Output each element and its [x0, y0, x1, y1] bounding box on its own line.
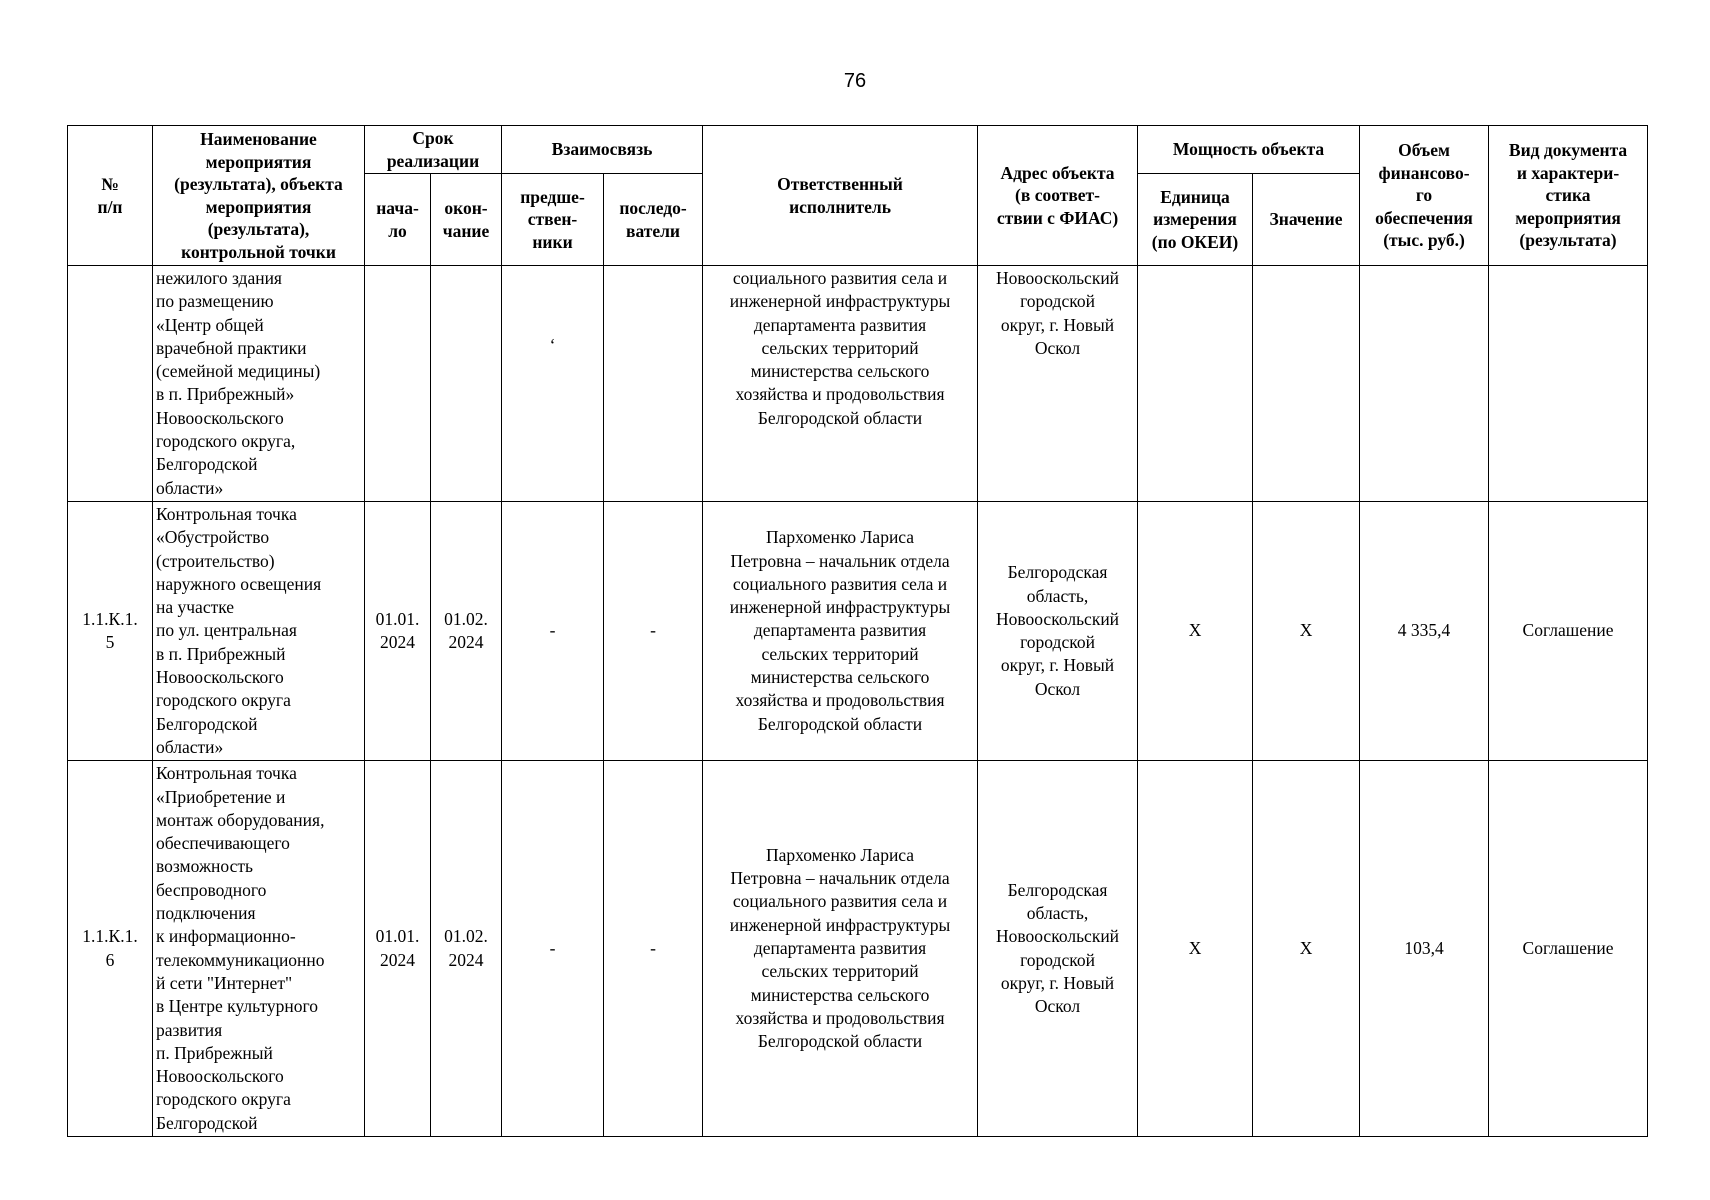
header-capacity-unit: Единица измерения (по ОКЕИ): [1138, 174, 1253, 266]
cell-unit: X: [1138, 501, 1253, 760]
header-doc: Вид документа и характери- стика мероприятия (результата): [1489, 126, 1648, 266]
cell-end: [431, 266, 502, 502]
cell-pred: -: [502, 761, 604, 1137]
header-num: № п/п: [68, 126, 153, 266]
header-link: Взаимосвязь: [502, 126, 703, 174]
header-capacity: Мощность объекта: [1138, 126, 1360, 174]
cell-name: Контрольная точка «Обустройство (строительство) наружного освещения на участке по ул. центральная в п. Прибрежный Новооскольского городского округа Белгородской области»: [153, 501, 365, 760]
cell-address: Белгородская область, Новооскольский городской округ, г. Новый Оскол: [978, 501, 1138, 760]
header-term: Срок реализации: [365, 126, 502, 174]
cell-value: X: [1253, 501, 1360, 760]
cell-end: 01.02. 2024: [431, 761, 502, 1137]
activities-table: [67, 125, 1648, 1137]
cell-start: 01.01. 2024: [365, 761, 431, 1137]
cell-value: X: [1253, 761, 1360, 1137]
cell-num: [68, 266, 153, 502]
header-term-start: нача- ло: [365, 174, 431, 266]
header-link-pred: предше- ствен- ники: [502, 174, 604, 266]
page-number: 76: [843, 70, 867, 92]
cell-num: 1.1.К.1. 6: [68, 761, 153, 1137]
header-link-succ: последо- ватели: [604, 174, 703, 266]
cell-start: 01.01. 2024: [365, 501, 431, 760]
table-row: [68, 501, 1648, 760]
cell-succ: -: [604, 501, 703, 760]
cell-pred: -: [502, 501, 604, 760]
header-term-end: окон- чание: [431, 174, 502, 266]
cell-address: Новооскольский городской округ, г. Новый Оскол: [978, 266, 1138, 502]
cell-name: нежилого здания по размещению «Центр общей врачебной практики (семейной медицины) в п. Прибрежный» Новооскольского городского округа, Белгородской области»: [153, 266, 365, 502]
cell-finance: 103,4: [1360, 761, 1489, 1137]
cell-doc: [1489, 266, 1648, 502]
cell-responsible: Пархоменко Лариса Петровна – начальник отдела социального развития села и инженерной инфраструктуры департамента развития сельских территорий министерства сельского хозяйства и продовольствия Белгородской области: [703, 761, 978, 1137]
cell-responsible: Пархоменко Лариса Петровна – начальник отдела социального развития села и инженерной инфраструктуры департамента развития сельских территорий министерства сельского хозяйства и продовольствия Белгородской области: [703, 501, 978, 760]
cell-start: [365, 266, 431, 502]
cell-unit: [1138, 266, 1253, 502]
cell-responsible: социального развития села и инженерной инфраструктуры департамента развития сельских территорий министерства сельского хозяйства и продовольствия Белгородской области: [703, 266, 978, 502]
cell-end: 01.02. 2024: [431, 501, 502, 760]
cell-value: [1253, 266, 1360, 502]
cell-doc: Соглашение: [1489, 501, 1648, 760]
header-name: Наименование мероприятия (результата), объекта мероприятия (результата), контрольной точки: [153, 126, 365, 266]
cell-succ: -: [604, 761, 703, 1137]
cell-pred: ‘: [502, 266, 604, 502]
cell-doc: Соглашение: [1489, 761, 1648, 1137]
cell-finance: 4 335,4: [1360, 501, 1489, 760]
cell-address: Белгородская область, Новооскольский городской округ, г. Новый Оскол: [978, 761, 1138, 1137]
cell-succ: [604, 266, 703, 502]
header-responsible: Ответственный исполнитель: [703, 126, 978, 266]
header-address: Адрес объекта (в соответ- ствии с ФИАС): [978, 126, 1138, 266]
cell-finance: [1360, 266, 1489, 502]
header-capacity-value: Значение: [1253, 174, 1360, 266]
header-finance: Объем финансово- го обеспечения (тыс. руб.): [1360, 126, 1489, 266]
table-row: [68, 266, 1648, 502]
cell-unit: X: [1138, 761, 1253, 1137]
cell-name: Контрольная точка «Приобретение и монтаж оборудования, обеспечивающего возможность беспроводного подключения к информационно- телекоммуникационно й сети "Интернет" в Центре культурного развития п. Прибрежный Новооскольского городского округа Белгородской: [153, 761, 365, 1137]
table-row: [68, 761, 1648, 1137]
table-header: [68, 126, 1648, 266]
cell-num: 1.1.К.1. 5: [68, 501, 153, 760]
